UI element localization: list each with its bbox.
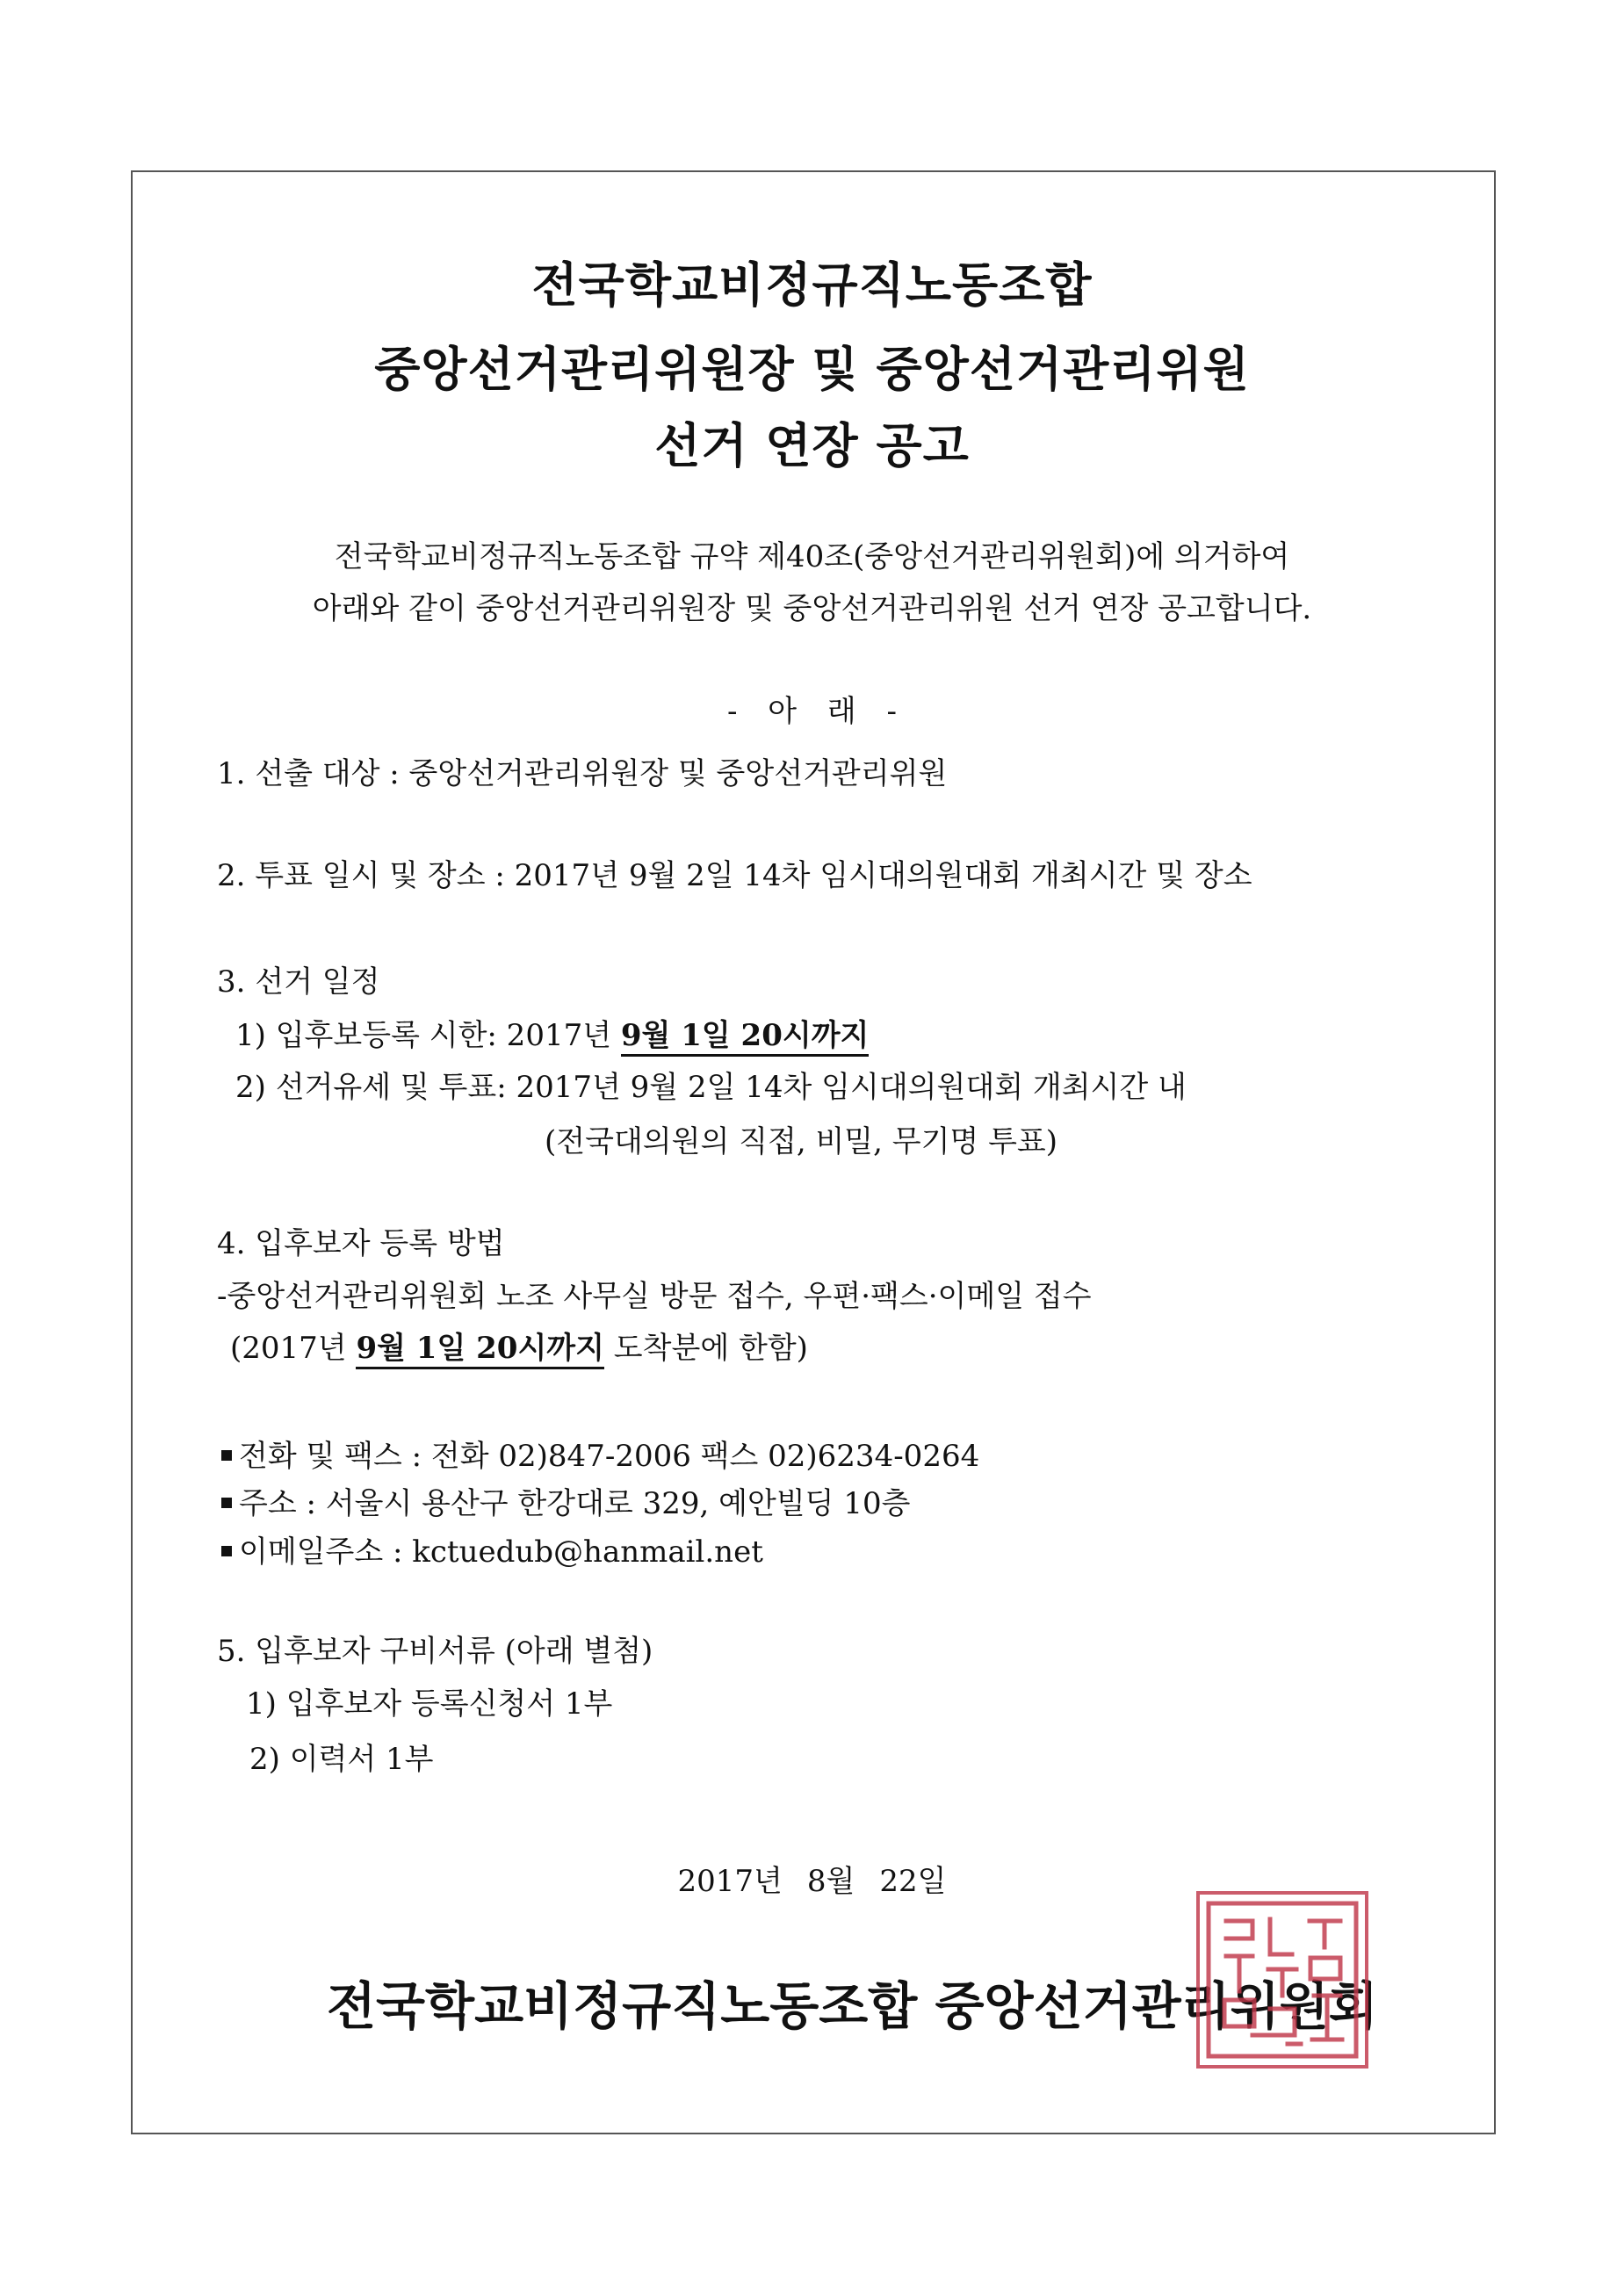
title-line-1: 전국학교비정규직노동조합 bbox=[531, 257, 1093, 313]
square-bullet-icon bbox=[221, 1450, 232, 1461]
contact-email bbox=[221, 1527, 763, 1570]
seal-pattern-icon bbox=[1200, 1895, 1365, 2065]
contact-phone bbox=[221, 1432, 979, 1475]
item-3-sub-1 bbox=[235, 1011, 869, 1054]
date-year: 2017년 bbox=[677, 1864, 783, 1899]
notice-date bbox=[0, 1857, 1624, 1900]
date-month: 8월 bbox=[806, 1864, 855, 1899]
contact-address-text: 주소 : 서울시 용산구 한강대로 329, 예안빌딩 10층 bbox=[239, 1486, 911, 1521]
item-5-sub-2: 2) 이력서 1부 bbox=[249, 1742, 434, 1777]
contact-email-text: 이메일주소 : kctuedub@hanmail.net bbox=[239, 1534, 763, 1570]
item-1-target: 1. 선출 대상 : 중앙선거관리위원장 및 중앙선거관리위원 bbox=[217, 756, 948, 791]
registration-deadline: 9월 1일 20시까지 bbox=[621, 1018, 870, 1057]
arrival-deadline: 9월 1일 20시까지 bbox=[356, 1331, 604, 1369]
section-divider-label: - 아 래 - bbox=[726, 694, 898, 729]
item-3-sub-2-note: (전국대의원의 직접, 비밀, 무기명 투표) bbox=[545, 1124, 1058, 1159]
item-4-note bbox=[230, 1324, 808, 1367]
item-4-heading: 4. 입후보자 등록 방법 bbox=[217, 1226, 505, 1261]
title-line-2: 중앙선거관리위원장 및 중앙선거관리위원 bbox=[374, 342, 1250, 397]
official-seal-stamp bbox=[1196, 1891, 1368, 2069]
issuing-organization: 전국학교비정규직노동조합 중앙선거관리위원회 bbox=[327, 1976, 1378, 2036]
square-bullet-icon bbox=[221, 1498, 232, 1508]
item-4-method: -중앙선거관리위원회 노조 사무실 방문 접수, 우편·팩스·이메일 접수 bbox=[217, 1279, 1092, 1314]
date-day: 22일 bbox=[879, 1864, 947, 1899]
square-bullet-icon bbox=[221, 1546, 232, 1556]
item-2-voting: 2. 투표 일시 및 장소 : 2017년 9월 2일 14차 임시대의원대회 개최시간 및 장소 bbox=[217, 858, 1252, 893]
item-5-sub-1: 1) 입후보자 등록신청서 1부 bbox=[246, 1686, 613, 1722]
contact-phone-text: 전화 및 팩스 : 전화 02)847-2006 팩스 02)6234-0264 bbox=[239, 1439, 980, 1474]
item-3-heading: 3. 선거 일정 bbox=[217, 964, 380, 1000]
item-3-sub-1-text: 1) 입후보등록 시한: 2017년 bbox=[235, 1018, 621, 1053]
title-line-3: 선거 연장 공고 bbox=[654, 418, 970, 473]
item-4-note-prefix: (2017년 bbox=[230, 1331, 357, 1366]
intro-line-1: 전국학교비정규직노동조합 규약 제40조(중앙선거관리위원회)에 의거하여 bbox=[334, 539, 1290, 574]
intro-line-2: 아래와 같이 중앙선거관리위원장 및 중앙선거관리위원 선거 연장 공고합니다. bbox=[312, 591, 1312, 626]
contact-address bbox=[221, 1479, 910, 1522]
item-3-sub-2: 2) 선거유세 및 투표: 2017년 9월 2일 14차 임시대의원대회 개최시간 내 bbox=[235, 1070, 1187, 1105]
item-5-heading: 5. 입후보자 구비서류 (아래 별첨) bbox=[217, 1634, 653, 1669]
item-4-note-suffix: 도착분에 한함) bbox=[603, 1331, 808, 1366]
